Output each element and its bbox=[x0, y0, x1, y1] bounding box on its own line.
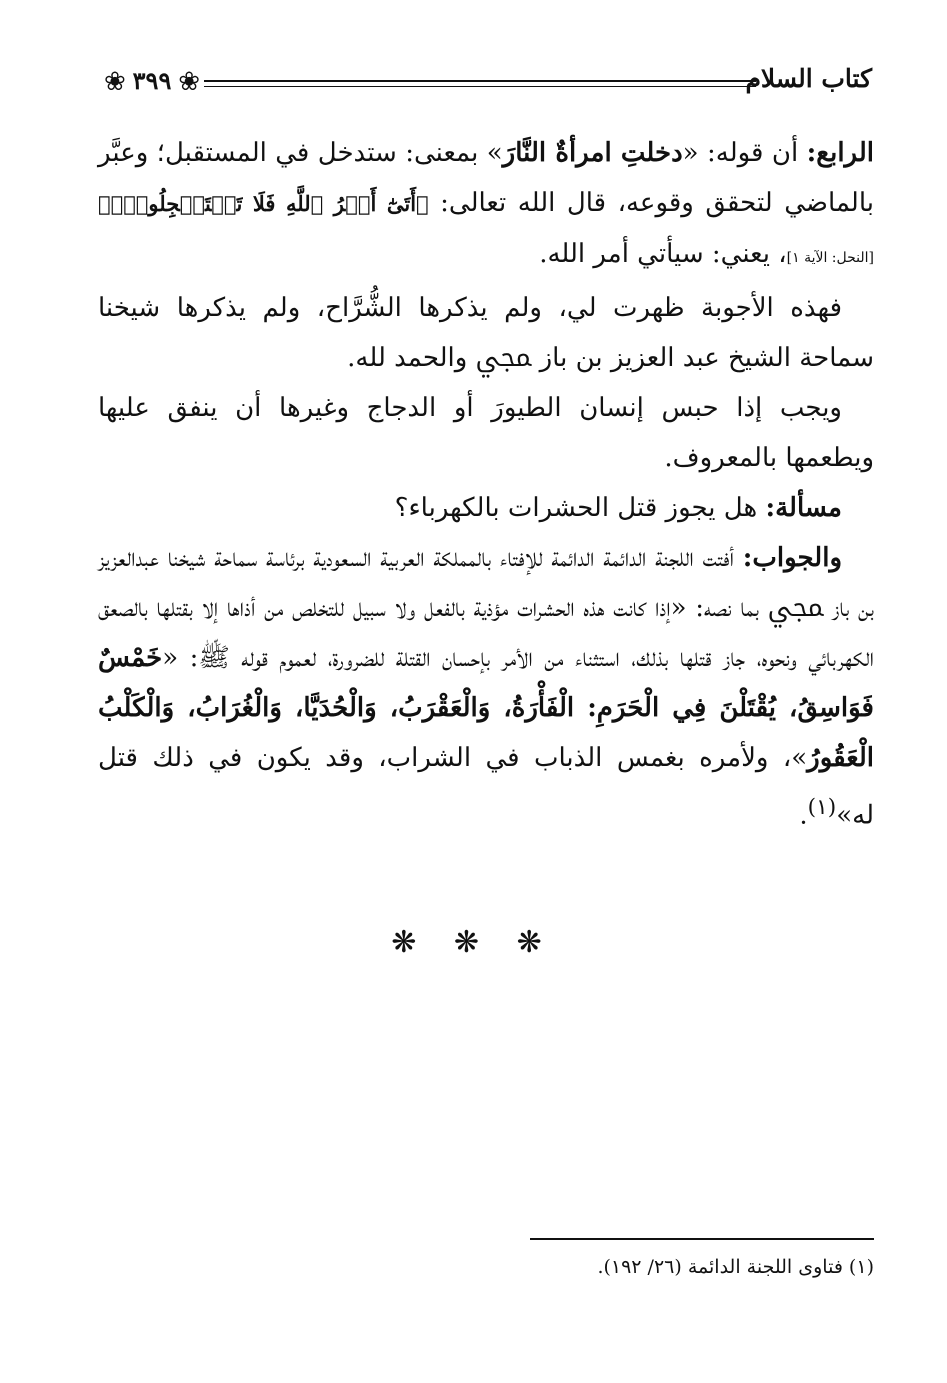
paragraph-label: والجواب: bbox=[742, 543, 842, 573]
ornament-left-icon: ❀ bbox=[104, 67, 126, 97]
paragraph-fourth bbox=[98, 128, 874, 283]
ornament-right-icon: ❀ bbox=[178, 67, 200, 97]
footnote-marker[interactable]: (١) bbox=[807, 795, 837, 820]
paragraph-label: مسألة: bbox=[765, 493, 842, 523]
footnote: (١) فتاوى اللجنة الدائمة (٢٦/ ١٩٢). bbox=[597, 1256, 874, 1278]
hadith-quote: دخلتِ امرأةٌ النَّارَ bbox=[502, 138, 683, 168]
header-rule bbox=[204, 80, 756, 87]
paragraph-text: » بمعنى: ستدخل في المستقبل؛ وعبَّر بالماضي لتحقق وقوعه، قال الله تعالى: bbox=[98, 138, 874, 218]
paragraph-answer bbox=[98, 533, 874, 841]
running-title: كتاب السلام bbox=[745, 64, 872, 93]
quran-verse: ﴿أَتَىٰٓ أَمۡرُ ٱللَّهِ فَلَا تَسۡتَعۡجِلُوهُۚ﴾ bbox=[98, 191, 429, 216]
paragraph-text: ، يعني: سيأتي أمر الله. bbox=[539, 239, 787, 269]
paragraph-text: أفتت اللجنة الدائمة الدائمة للإفتاء بالمملكة العربية السعودية برئاسة سماحة شيخنا عبدالعزيز بن باز ﷀ بما نصه: «إذا كانت هذه الحشرات مؤذية بالفعل ولا سبيل للتخلص من أذاها إلا بقتلها بالصعق الكهربائي ونحوه، جاز قتلها بذلك، استثناء من الأمر بإحسان القتلة للضرورة، لعموم قوله ﷺ: « bbox=[98, 543, 874, 673]
footnote-rule bbox=[530, 1238, 874, 1240]
paragraph-text: »، ولأمره بغمس الذباب في الشراب، وقد يكون في ذلك قتل له» bbox=[98, 743, 874, 831]
section-separator-icon: ❋ ❋ ❋ bbox=[391, 925, 556, 960]
hadith-quote: خَمْسٌ فَوَاسِقُ، يُقْتَلْنَ فِي الْحَرَمِ: الْفَأْرَةُ، وَالْعَقْرَبُ، وَالْحُدَيَّا، وَالْغُرَابُ، وَالْكَلْبُ الْعَقُورُ bbox=[98, 643, 874, 773]
paragraph-answers: فهذه الأجوبة ظهرت لي، ولم يذكرها الشُّرَّاح، ولم يذكرها شيخنا سماحة الشيخ عبد العزيز بن باز ﷀ والحمد لله. bbox=[98, 293, 874, 373]
page-number-frame bbox=[100, 62, 204, 104]
paragraph-text: . bbox=[799, 800, 808, 831]
paragraph-birds: ويجب إذا حبس إنسان الطيورَ أو الدجاج وغيرها أن ينفق عليها ويطعمها بالمعروف. bbox=[98, 393, 874, 473]
paragraph-question bbox=[98, 483, 874, 533]
paragraph-label: الرابع: bbox=[806, 138, 875, 168]
paragraph-text: هل يجوز قتل الحشرات بالكهرباء؟ bbox=[394, 493, 766, 523]
page-number: ٣٩٩ bbox=[132, 66, 172, 95]
page-header bbox=[100, 62, 872, 108]
page-body bbox=[98, 128, 874, 841]
paragraph-text: أن قوله: « bbox=[682, 138, 807, 168]
quran-reference: [النحل: الآية ١] bbox=[786, 250, 874, 266]
